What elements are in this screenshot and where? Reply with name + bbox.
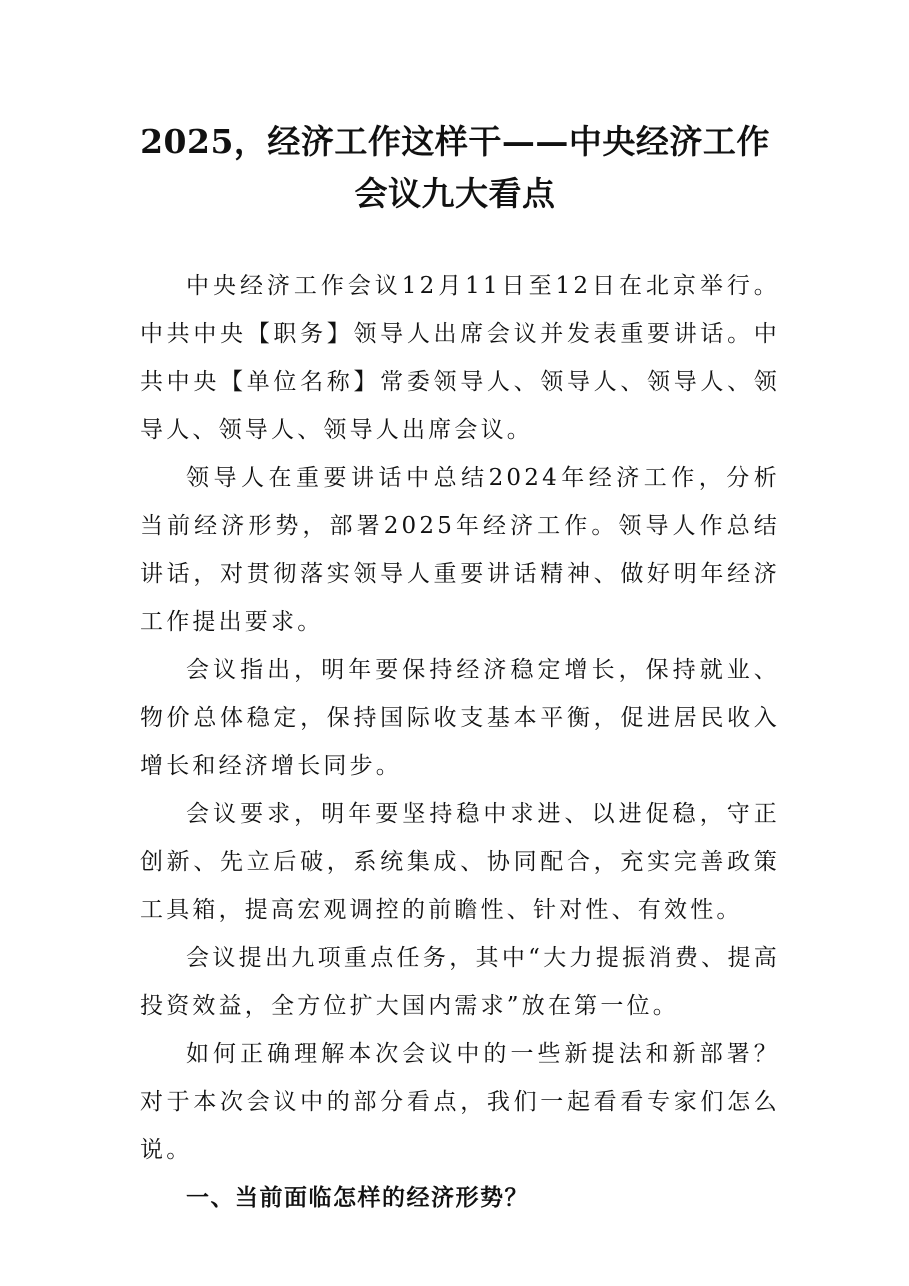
document-title: [130, 116, 780, 220]
paragraph-key-tasks: 会议提出九项重点任务，其中“大力提振消费、提高投资效益，全方位扩大国内需求”放在第一位。: [140, 945, 780, 1019]
paragraph-meeting-points: 会议指出，明年要保持经济稳定增长，保持就业、物价总体稳定，保持国际收支基本平衡，促进居民收入增长和经济增长同步。: [140, 657, 780, 779]
section-heading: 一、当前面临怎样的经济形势？: [186, 1185, 529, 1211]
paragraph-expert-views: 如何正确理解本次会议中的一些新提法和新部署？对于本次会议中的部分看点，我们一起看看专家们怎么说。: [140, 1041, 780, 1163]
paragraph-meeting-requirements: 会议要求，明年要坚持稳中求进、以进促稳，守正创新、先立后破，系统集成、协同配合，充实完善政策工具箱，提高宏观调控的前瞻性、针对性、有效性。: [140, 801, 780, 923]
document-title-line-1: 2025，经济工作这样干——中央经济工作: [140, 122, 770, 161]
document-title-line-2: 会议九大看点: [354, 174, 556, 213]
document-body: [140, 262, 780, 1222]
paragraph-speech-summary: 领导人在重要讲话中总结2024年经济工作，分析当前经济形势，部署2025年经济工作。领导人作总结讲话，对贯彻落实领导人重要讲话精神、做好明年经济工作提出要求。: [140, 465, 780, 635]
paragraph-meeting-intro: 中央经济工作会议12月11日至12日在北京举行。中共中央【职务】领导人出席会议并发表重要讲话。中共中央【单位名称】常委领导人、领导人、领导人、领导人、领导人、领导人出席会议。: [140, 273, 780, 443]
